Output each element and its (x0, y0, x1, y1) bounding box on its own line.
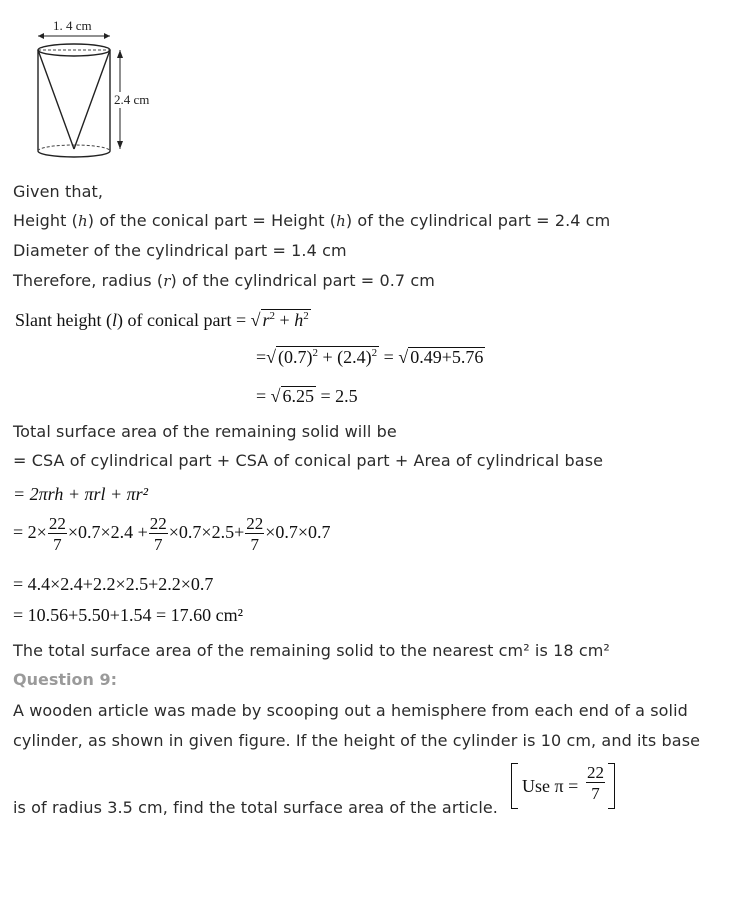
tsa-intro-text: Total surface area of the remaining solid will be (13, 422, 397, 441)
question-line-2 (13, 730, 700, 752)
diameter-label: 1. 4 cm (53, 18, 92, 33)
slant-step2-value: 0.49+5.76 (410, 347, 484, 367)
given-text: Given that, (13, 182, 104, 201)
nearest-line (13, 640, 610, 662)
right-bracket (608, 763, 615, 809)
slant-step3-value: 6.25 (282, 386, 315, 406)
formula-line-3 (13, 574, 213, 595)
slant-step-2: =√ $(0.7)^2 + (2.4)^2$ = √ 0.49+5.76 (256, 347, 484, 367)
height-text-a: Height ( (13, 211, 79, 230)
question-text-3: is of radius 3.5 cm, find the total surface area of the article. (13, 798, 498, 817)
pi-hint-box (511, 763, 615, 809)
fraction-22-7-c: $\frac{22}{7}$ (246, 514, 264, 554)
tsa-intro-line (13, 421, 397, 443)
pi-hint-fraction: $\frac{22}{7}$ (587, 763, 604, 803)
radius-text-a: Therefore, radius ( (13, 271, 164, 290)
slant-result: = 2.5 (320, 386, 358, 406)
question-text-2: cylinder, as shown in given figure. If the height of the cylinder is 10 cm, and its base (13, 731, 701, 750)
fraction-22-7-b: $\frac{22}{7}$ (149, 514, 167, 554)
height-label: 2.4 cm (114, 92, 150, 107)
pi-hint-text: Use π = (522, 776, 579, 796)
r-var: r (163, 272, 171, 290)
nearest-text: The total surface area of the remaining solid to the nearest cm² is 18 cm² (13, 641, 610, 660)
given-line (13, 181, 103, 203)
diameter-text: Diameter of the cylindrical part = 1.4 cm (13, 241, 347, 260)
height-line (13, 210, 610, 232)
formula-line-1-text: = 2πrh + πrl + πr² (13, 484, 149, 504)
height-text-b: ) of the conical part = Height ( (87, 211, 337, 230)
formula-line-1 (13, 484, 148, 505)
formula-line-3-text: = 4.4×2.4+2.2×2.5+2.2×0.7 (13, 574, 214, 594)
left-bracket (511, 763, 518, 809)
formula-l2-d: ×0.7×0.7 (265, 522, 331, 543)
tsa-def-text: = CSA of cylindrical part + CSA of conical part + Area of cylindrical base (13, 451, 604, 470)
tsa-def-line (13, 450, 603, 472)
formula-l2-c: ×0.7×2.5+ (168, 522, 245, 543)
l-var: l (112, 310, 118, 330)
fraction-22-7-a: $\frac{22}{7}$ (48, 514, 66, 554)
slant-label: Slant height (15, 310, 102, 330)
h-var-2: h (336, 212, 346, 230)
question-heading: Question 9: (13, 670, 117, 689)
height-text-c: ) of the cylindrical part = 2.4 cm (345, 211, 611, 230)
formula-line-4-text: = 10.56+5.50+1.54 = 17.60 cm² (13, 605, 243, 625)
radius-line (13, 270, 435, 292)
diameter-line (13, 240, 347, 262)
formula-line-4 (13, 605, 243, 626)
formula-l2-b: ×0.7×2.4 + (67, 522, 148, 543)
question-text-1: A wooden article was made by scooping out a hemisphere from each end of a solid (13, 701, 688, 720)
slant-label-2: of conical part = (127, 310, 247, 330)
slant-step-1: Slant height (l) of conical part = √ $r^2 + h^2$ (15, 310, 309, 330)
question-line-3 (13, 797, 498, 819)
radius-text-b: ) of the cylindrical part = 0.7 cm (170, 271, 435, 290)
cylinder-cone-figure (10, 8, 170, 167)
h-var: h (78, 212, 88, 230)
formula-l2-a: = 2× (13, 522, 47, 543)
formula-line-2 (13, 515, 331, 553)
question-line-1 (13, 700, 688, 722)
slant-step-3: = √ 6.25 = 2.5 (256, 386, 358, 406)
